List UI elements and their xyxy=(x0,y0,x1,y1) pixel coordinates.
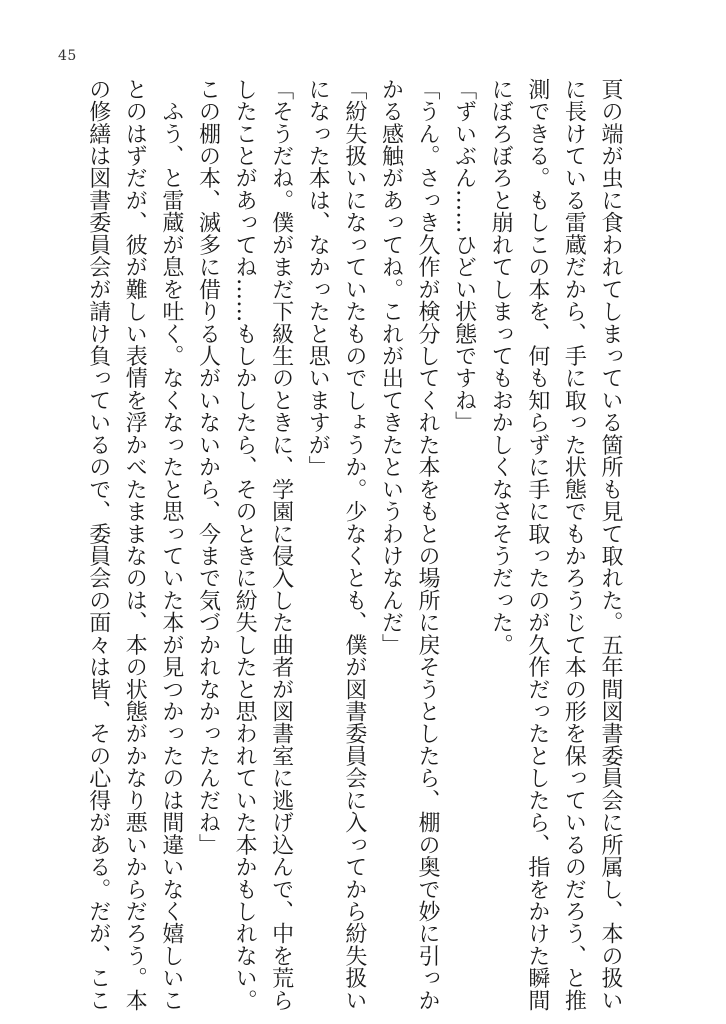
text-line: にぼろぼろと崩れてしまってもおかしくなさそうだった。 xyxy=(488,78,514,656)
text-line: 「うん。さっき久作が検分してくれた本をもとの場所に戻そうとしたら、棚の奥で妙に引っか xyxy=(415,78,441,1012)
text-line: になった本は、なかったと思いますが」 xyxy=(305,78,331,478)
text-line: の修繕は図書委員会が請け負っているので、委員会の面々は皆、その心得がある。だが、ここ xyxy=(85,78,111,1012)
text-line: 頁の端が虫に食われてしまっている箇所も見て取れた。五年間図書委員会に所属し、本の扱い xyxy=(598,78,623,1012)
text-line: 「紛失扱いになっていたものでしょうか。少なくとも、僕が図書委員会に入ってから紛失扱い xyxy=(341,78,367,1012)
text-line: に長けている雷蔵だから、手に取った状態でもかろうじて本の形を保っているのだろう、と推 xyxy=(561,78,587,1012)
text-line: この棚の本、滅多に借りる人がいないから、今まで気づかれなかったんだね」 xyxy=(195,78,221,856)
text-line: 「そうだね。僕がまだ下級生のときに、学園に侵入した曲者が図書室に逃げ込んで、中を荒ら xyxy=(268,78,294,1012)
body-text xyxy=(85,78,628,1012)
text-line: したことがあってね……もしかしたら、そのときに紛失したと思われていた本かもしれない。 xyxy=(232,78,258,1012)
text-line: ふう、と雷蔵が息を吐く。なくなったと思っていた本が見つかったのは間違いなく嬉しいこ xyxy=(158,78,184,1012)
text-line: とのはずだが、彼が難しい表情を浮かべたままなのは、本の状態がかなり悪いからだろう。本 xyxy=(122,78,148,1012)
text-line: 「ずいぶん……ひどい状態ですね」 xyxy=(451,78,477,434)
text-line: 測できる。もしこの本を、何も知らずに手に取ったのが久作だったとしたら、指をかけた瞬間 xyxy=(524,78,550,1012)
page-number: 45 xyxy=(58,48,77,64)
text-line: かる感触があってね。これが出てきたというわけなんだ」 xyxy=(378,78,404,656)
